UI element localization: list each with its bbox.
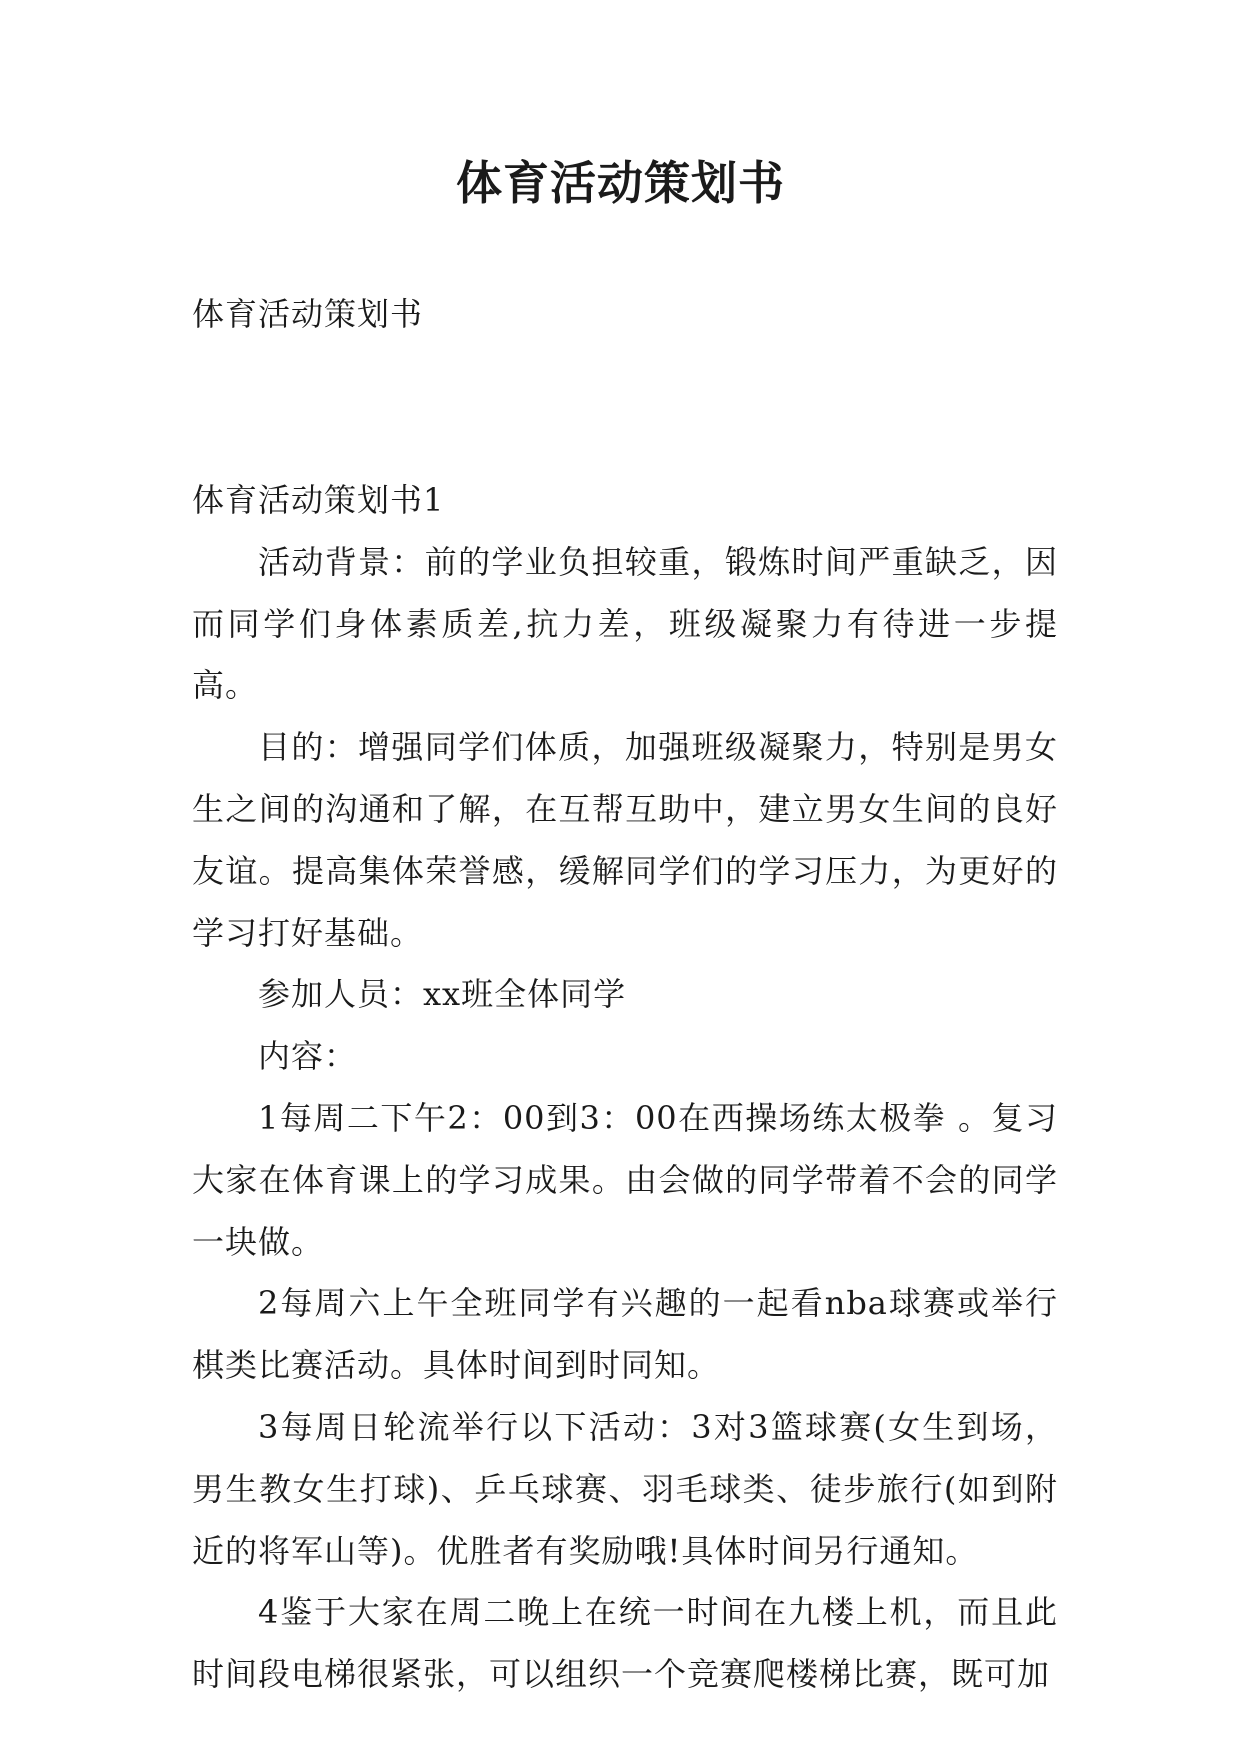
section-heading: 体育活动策划书1 [192,481,445,519]
paragraph-content-heading: 内容： [258,1037,358,1076]
document-subtitle: 体育活动策划书 [192,295,424,333]
paragraph-item-1: 1每周二下午2：00到3：00在西操场练太极拳 。复习大家在体育课上的学习成果。由会做的同学带着不会的同学一块做。 [192,1098,1058,1261]
paragraph-participants: 参加人员：xx班全体同学 [258,975,627,1014]
paragraph-purpose: 目的：增强同学们体质，加强班级凝聚力，特别是男女生之间的沟通和了解，在互帮互助中，建立男女生间的良好友谊。提高集体荣誉感，缓解同学们的学习压力，为更好的学习打好基础。 [192,728,1058,952]
paragraph-item-4: 4鉴于大家在周二晚上在统一时间在九楼上机，而且此时间段电梯很紧张，可以组织一个竞赛爬楼梯比赛，既可加 [192,1593,1058,1694]
document-body [192,470,1058,1706]
paragraph-background: 活动背景：前的学业负担较重，锻炼时间严重缺乏，因而同学们身体素质差,抗力差，班级凝聚力有待进一步提高。 [192,542,1058,705]
document-title: 体育活动策划书 [456,156,785,210]
paragraph-item-3: 3每周日轮流举行以下活动：3对3篮球赛(女生到场，男生教女生打球)、乒乓球赛、羽毛球类、徒步旅行(如到附近的将军山等)。优胜者有奖励哦!具体时间另行通知。 [192,1407,1058,1570]
paragraph-item-2: 2每周六上午全班同学有兴趣的一起看nba球赛或举行棋类比赛活动。具体时间到时同知。 [192,1284,1058,1385]
